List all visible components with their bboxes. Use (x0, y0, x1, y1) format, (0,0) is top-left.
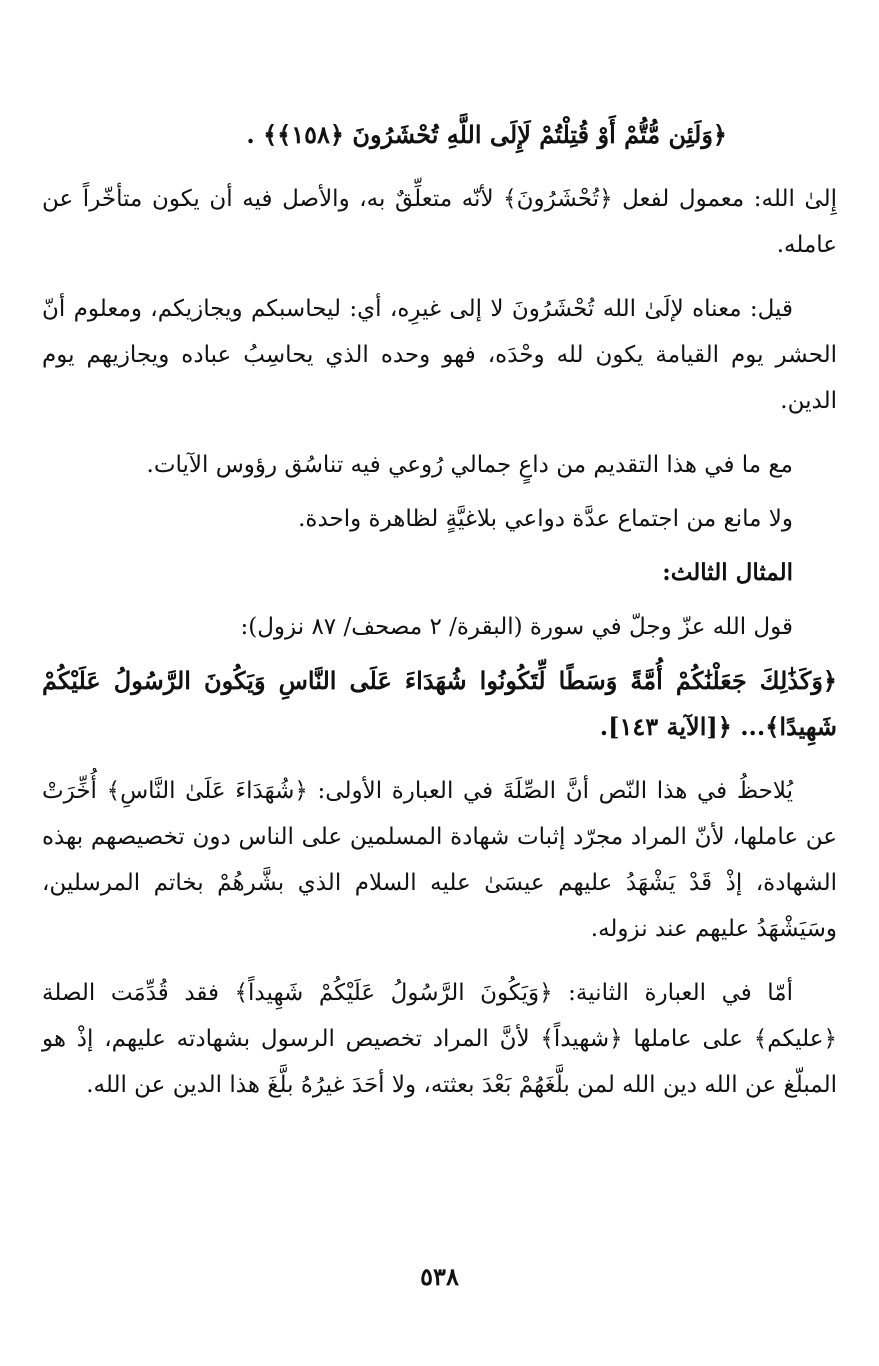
paragraph-meaning: قيل: معناه لإلَىٰ الله تُحْشَرُونَ لا إلى غيرِه، أي: ليحاسبكم ويجازيكم، ومعلوم أنّ الحشر يوم القيامة يكون لله وحْدَه، فهو وحده الذي يحاسِبُ عباده ويجازيهم يوم الدين. (42, 296, 837, 414)
paragraph-first-phrase: يُلاحظُ في هذا النّص أنَّ الصِّلَةَ في العبارة الأولى: ﴿شُهَدَاءَ عَلَىٰ النَّاسِ﴾ أُخِّرَتْ عن عاملها، لأنّ المراد مجرّد إثبات شهادة المسلمين على الناس دون تخصيصهم بهذه الشهادة، إذْ قَدْ يَشْهَدُ عليهم عيسَىٰ عليه السلام الذي بشَّرهُمْ بخاتم المرسلين، وسَيَشْهَدُ عليهم عند نزوله. (42, 778, 837, 942)
quran-verse-158: ﴿وَلَئِن مُّتُّمْ أَوْ قُتِلْتُمْ لَإِلَى اللَّهِ تُحْشَرُونَ ﴿١٥٨﴾﴾ . (246, 120, 727, 149)
paragraph-surah-reference: قول الله عزّ وجلّ في سورة (البقرة/ ٢ مصحف/ ٨٧ نزول): (240, 614, 793, 640)
section-heading-third-example: المثال الثالث: (662, 559, 793, 586)
paragraph-second-phrase: أمّا في العبارة الثانية: ﴿وَيَكُونَ الرَّسُولُ عَلَيْكُمْ شَهِيداً﴾ فقد قُدِّمَت الصلة ﴿عليكم﴾ على عاملها ﴿شهيداً﴾ لأنَّ المراد تخصيص الرسول بشهادته عليهم، إذْ هو المبلّغ عن الله دين الله لمن بلَّغَهُمْ بَعْدَ بعثته، ولا أحَدَ غيرُهُ بلَّغَ هذا الدين عن الله. (42, 980, 837, 1098)
paragraph-aesthetic-reason: مع ما في هذا التقديم من داعٍ جمالي رُوعي فيه تناسُق رؤوس الآيات. (146, 452, 793, 478)
paragraph-multiple-reasons: ولا مانع من اجتماع عدَّة دواعي بلاغيَّةٍ لظاهرة واحدة. (298, 506, 793, 532)
quran-verse-143: ﴿وَكَذَٰلِكَ جَعَلْنَٰكُمْ أُمَّةً وَسَطًا لِّتَكُونُوا شُهَدَاءَ عَلَى النَّاسِ وَيَكُونَ الرَّسُولُ عَلَيْكُمْ شَهِيدًا﴾... ﴿[الآية ١٤٣]. (42, 666, 837, 741)
paragraph-ila-allah: إِلىٰ الله: معمول لفعل ﴿تُحْشَرُونَ﴾ لأنّه متعلِّقٌ به، والأصل فيه أن يكون متأخّراً عن عامله. (42, 186, 837, 258)
page-number: ٥٣٨ (420, 1262, 459, 1291)
